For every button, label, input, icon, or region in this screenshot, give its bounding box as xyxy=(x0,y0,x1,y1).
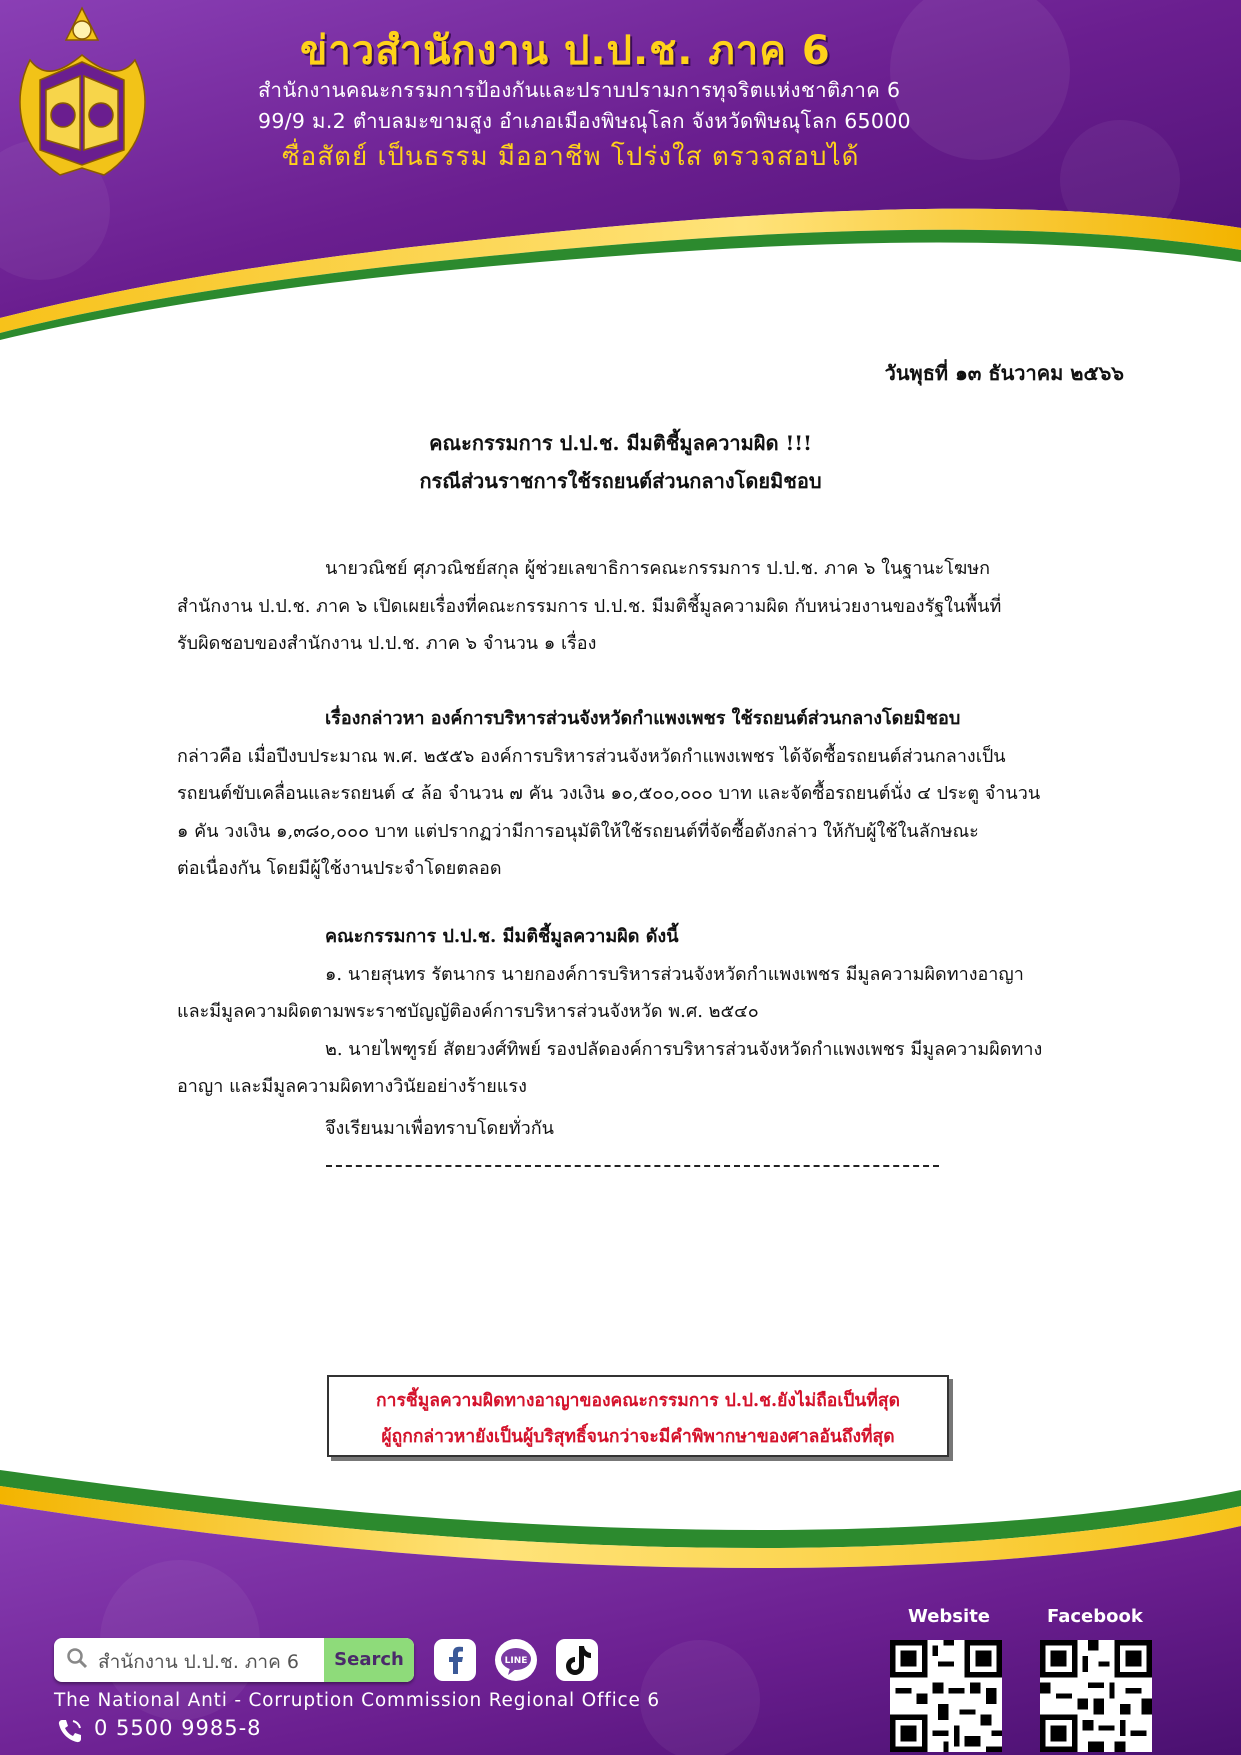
office-motto: ซื่อสัตย์ เป็นธรรม มืออาชีพ โปร่งใส ตรวจสอบได้ xyxy=(282,142,860,172)
case-line: ๑ คัน วงเงิน ๑,๓๘๐,๐๐๐ บาท แต่ปรากฏว่ามีการอนุมัติให้ใช้รถยนต์ที่จัดซื้อดังกล่าว ให้กับผู้ใช้ในลักษณะ xyxy=(177,820,979,842)
phone-number: 0 5500 9985-8 xyxy=(94,1716,262,1740)
website-label: Website xyxy=(908,1606,991,1627)
facebook-qr-code[interactable] xyxy=(1040,1640,1152,1752)
accused-item-2: ๒. นายไพฑูรย์ สัตยวงศ์ทิพย์ รองปลัดองค์การบริหารส่วนจังหวัดกำแพงเพชร มีมูลความผิดทาง xyxy=(325,1038,1043,1060)
office-full-name: สำนักงานคณะกรรมการป้องกันและปราบปรามการทุจริตแห่งชาติภาค 6 xyxy=(258,78,901,102)
disclaimer-line-1: การชี้มูลความผิดทางอาญาของคณะกรรมการ ป.ป.ช.ยังไม่ถือเป็นที่สุด xyxy=(376,1391,900,1411)
search-query[interactable]: สำนักงาน ป.ป.ช. ภาค 6 xyxy=(98,1651,299,1673)
intro-paragraph xyxy=(177,550,1124,663)
case-line: ต่อเนื่องกัน โดยมีผู้ใช้งานประจำโดยตลอด xyxy=(177,858,502,879)
case-heading: เรื่องกล่าวหา องค์การบริหารส่วนจังหวัดกำแพงเพชร ใช้รถยนต์ส่วนกลางโดยมิชอบ xyxy=(325,708,961,729)
closing-text: จึงเรียนมาเพื่อทราบโดยทั่วกัน xyxy=(325,1117,554,1139)
resolution-heading: คณะกรรมการ ป.ป.ช. มีมติชี้มูลความผิด ดังนี้ xyxy=(325,926,679,947)
accused-item-1: ๑. นายสุนทร รัตนากร นายกองค์การบริหารส่วนจังหวัดกำแพงเพชร มีมูลความผิดทางอาญา xyxy=(325,963,1024,985)
disclaimer-line-2: ผู้ถูกกล่าวหายังเป็นผู้บริสุทธิ์จนกว่าจะมีคำพิพากษาของศาลอันถึงที่สุด xyxy=(381,1427,895,1447)
intro-line: รับผิดชอบของสำนักงาน ป.ป.ช. ภาค ๖ จำนวน ๑ เรื่อง xyxy=(177,633,597,654)
facebook-label: Facebook xyxy=(1047,1606,1143,1627)
header-banner xyxy=(0,0,1241,340)
intro-line: สำนักงาน ป.ป.ช. ภาค ๖ เปิดเผยเรื่องที่คณะกรรมการ ป.ป.ช. มีมติชี้มูลความผิด กับหน่วยงานของรัฐในพื้นที่ xyxy=(177,595,1002,617)
accused-item-2-cont: อาญา และมีมูลความผิดทางวินัยอย่างร้ายแรง xyxy=(177,1076,527,1097)
headline-line-2: กรณีส่วนราชการใช้รถยนต์ส่วนกลางโดยมิชอบ xyxy=(419,469,822,493)
search-bar[interactable] xyxy=(54,1638,414,1682)
case-paragraph xyxy=(177,700,1124,888)
legal-disclaimer-box xyxy=(327,1375,949,1457)
line-icon[interactable] xyxy=(494,1638,538,1682)
nacc-emblem-logo xyxy=(0,0,165,190)
document-date: วันพุธที่ ๑๓ ธันวาคม ๒๕๖๖ xyxy=(884,361,1124,385)
office-english-name: The National Anti - Corruption Commission Regional Office 6 xyxy=(54,1690,660,1711)
search-icon xyxy=(66,1647,88,1669)
search-button[interactable]: Search xyxy=(324,1638,414,1682)
accused-item-1-cont: และมีมูลความผิดตามพระราชบัญญัติองค์การบริหารส่วนจังหวัด พ.ศ. ๒๕๔๐ xyxy=(177,1001,759,1022)
office-address: 99/9 ม.2 ตำบลมะขามสูง อำเภอเมืองพิษณุโลก จังหวัดพิษณุโลก 65000 xyxy=(258,109,911,133)
tiktok-icon[interactable] xyxy=(555,1638,599,1682)
facebook-icon[interactable] xyxy=(433,1638,477,1682)
resolution-section xyxy=(177,918,1124,1147)
dashed-divider xyxy=(326,1165,939,1167)
website-qr-code[interactable] xyxy=(890,1640,1002,1752)
case-line: รถยนต์ขับเคลื่อนและรถยนต์ ๔ ล้อ จำนวน ๗ คัน วงเงิน ๑๐,๕๐๐,๐๐๐ บาท และจัดซื้อรถยนต์นั่ง ๔ ประตู จำนวน xyxy=(177,783,1041,804)
headline-line-1: คณะกรรมการ ป.ป.ช. มีมติชี้มูลความผิด !!! xyxy=(429,431,812,455)
case-line: กล่าวคือ เมื่อปีงบประมาณ พ.ศ. ๒๕๕๖ องค์การบริหารส่วนจังหวัดกำแพงเพชร ได้จัดซื้อรถยนต์ส่วนกลางเป็น xyxy=(177,745,1006,767)
phone-icon xyxy=(56,1717,84,1745)
news-title: ข่าวสำนักงาน ป.ป.ช. ภาค 6 xyxy=(300,28,831,74)
svg-text:LINE: LINE xyxy=(504,1656,528,1666)
intro-line: นายวณิชย์ ศุภวณิชย์สกุล ผู้ช่วยเลขาธิการคณะกรรมการ ป.ป.ช. ภาค ๖ ในฐานะโฆษก xyxy=(325,558,991,579)
